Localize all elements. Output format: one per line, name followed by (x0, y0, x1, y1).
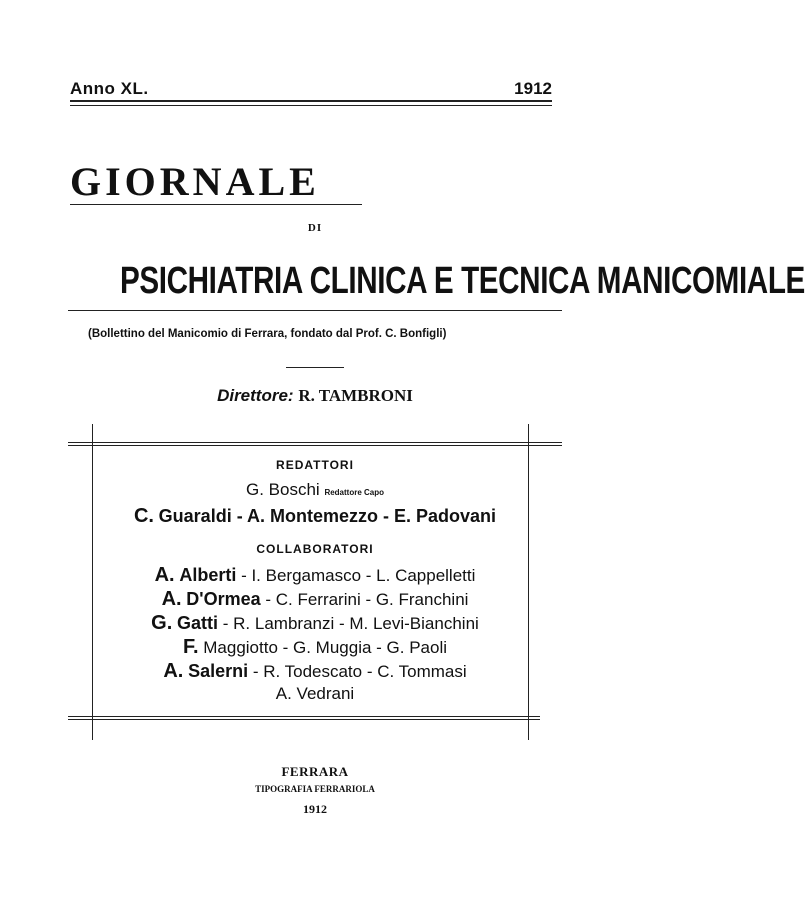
collaborator-rest: A. Vedrani (275, 684, 355, 703)
journal-subject: PSICHIATRIA CLINICA E TECNICA MANICOMIALE (120, 260, 805, 302)
imprint-city: FERRARA (281, 764, 349, 779)
collaborator-rest: - R. Todescato - C. Tommasi (248, 662, 467, 681)
collaborator-initial: F. (182, 636, 199, 658)
editor-initial: C. (133, 505, 154, 527)
header-rule-thin (70, 105, 552, 106)
collaborator-rest: Maggiotto - G. Muggia - G. Paoli (203, 638, 448, 657)
collaborator-initial: A. (163, 660, 184, 682)
box-top-rule-2 (68, 445, 562, 446)
collaborator-first: D'Ormea (186, 589, 261, 609)
collaborator-initial: G. (151, 612, 173, 634)
imprint-year: 1912 (303, 802, 327, 816)
volume-number: Anno XL. (70, 79, 149, 98)
collaborator-line (0, 588, 630, 611)
header-year: 1912 (514, 79, 552, 98)
journal-title: GIORNALE (70, 159, 320, 204)
box-bottom-rule-2 (68, 719, 540, 720)
imprint-printer: TIPOGRAFIA FERRARIOLA (255, 784, 375, 794)
box-bottom-rule (68, 716, 540, 717)
editor-chief-role: Redattore Capo (324, 488, 384, 497)
collaborator-line (0, 684, 630, 704)
collaborator-line (0, 636, 630, 659)
bulletin-note: (Bollettino del Manicomio di Ferrara, fondato dal Prof. C. Bonfigli) (88, 328, 447, 340)
title-underline (70, 204, 362, 205)
short-divider (286, 367, 344, 368)
box-top-rule (68, 442, 562, 443)
editor-names: Guaraldi - A. Montemezzo - E. Padovani (158, 506, 497, 526)
collaborator-line (0, 660, 630, 683)
director-line (0, 386, 630, 406)
collaborator-line (0, 612, 630, 635)
editors-heading: REDATTORI (276, 458, 354, 472)
collaborator-rest: - I. Bergamasco - L. Cappelletti (236, 566, 476, 585)
collaborators-heading: COLLABORATORI (256, 542, 374, 556)
editors-line (0, 505, 630, 528)
collaborator-initial: A. (161, 588, 182, 610)
title-di: DI (307, 222, 323, 234)
subject-underline (68, 310, 562, 311)
collaborator-first: Alberti (179, 565, 237, 585)
header-rule-thick (70, 100, 552, 102)
collaborator-rest: - R. Lambranzi - M. Levi-Bianchini (218, 614, 479, 633)
editor-chief: G. Boschi (246, 480, 320, 499)
collaborator-first: Gatti (177, 613, 219, 633)
director-name: R. TAMBRONI (298, 386, 413, 405)
collaborator-first: Salerni (188, 661, 249, 681)
editor-chief-line (0, 480, 630, 500)
collaborator-initial: A. (154, 564, 175, 586)
collaborator-rest: - C. Ferrarini - G. Franchini (260, 590, 469, 609)
director-role: Direttore: (217, 386, 294, 405)
collaborator-line (0, 564, 630, 587)
